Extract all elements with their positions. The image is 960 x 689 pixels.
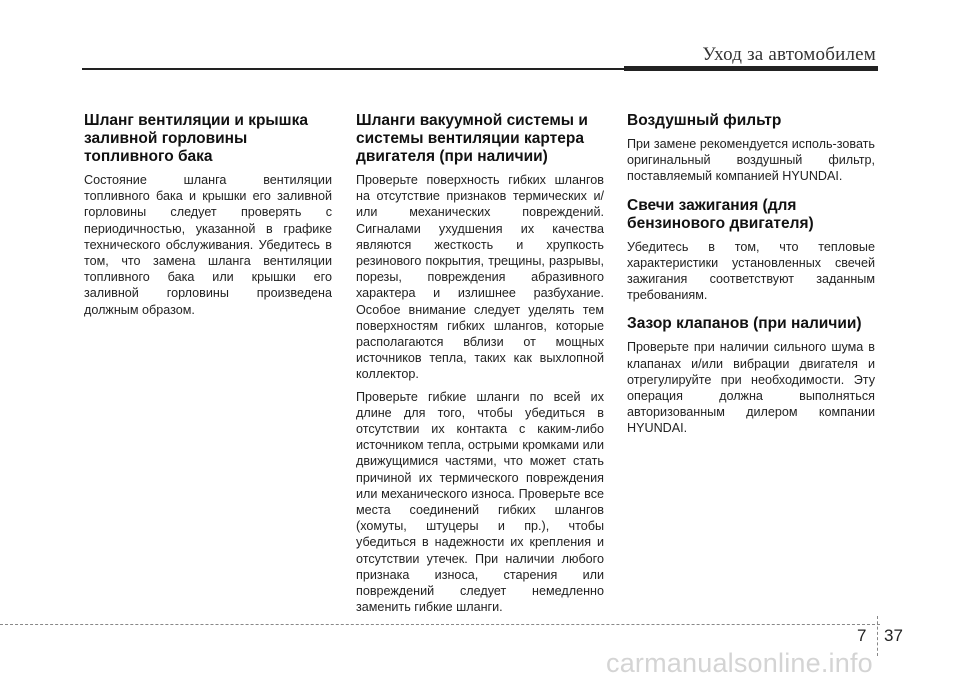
column-left [84, 112, 332, 324]
header-rule [82, 68, 624, 70]
section-body-fuel-vent-hose: Состояние шланга вентиляции топливного бака и крышки его заливной горловины следует проверять с периодичностью, указанной в графике технического обслуживания. Убедитесь в том, что замена шланга вентиляции топливного бака или крышки его заливной горловины произведена должным образом. [84, 173, 332, 317]
footer-tick [877, 616, 879, 656]
column-middle [356, 112, 604, 621]
section-title-spark-plugs: Свечи зажигания (для бензинового двигателя) [627, 196, 814, 232]
header-title: Уход за автомобилем [702, 44, 876, 65]
header-bar [624, 66, 878, 71]
section-body-air-filter: При замене рекомендуется исполь-зовать оригинальный воздушный фильтр, поставляемый компанией HYUNDAI. [627, 137, 875, 184]
section-body-valve-clearance: Проверьте при наличии сильного шума в клапанах и/или вибрации двигателя и отрегулируйте при необходимости. Эту операция должна выполняться авторизованным дилером компании HYUNDAI. [627, 340, 875, 436]
section-body-vacuum-hoses-2: Проверьте гибкие шланги по всей их длине для того, чтобы убедиться в отсутствии их контакта с каким-либо источником тепла, острыми кромками или движущимися частями, что может стать причиной их термического повреждения или механического износа. Проверьте все места соединений гибких шлангов (хомуты, штуцеры и пр.), чтобы убедиться в надежности их крепления и отсутствии утечек. При наличии любого признака износа, старения или повреждений следует немедленно заменить гибкие шланги. [356, 389, 604, 615]
section-title-fuel-vent-hose: Шланг вентиляции и крышка заливной горловины топливного бака [84, 112, 308, 165]
page-number: 37 [884, 626, 903, 645]
column-right [627, 112, 875, 443]
section-body-vacuum-hoses-1: Проверьте поверхность гибких шлангов на отсутствие признаков термических и/или механических повреждений. Сигналами ухудшения их качества являются жесткость и хрупкость резинового покрытия, трещины, разрывы, порезы, повреждения абразивного характера и излишнее разбухание. Особое внимание следует уделять тем поверхностям гибких шлангов, которые располагаются вблизи от мощных источников тепла, таких как выхлопной коллектор. [356, 173, 604, 382]
section-title-air-filter: Воздушный фильтр [627, 112, 782, 129]
section-body-spark-plugs: Убедитесь в том, что тепловые характеристики установленных свечей зажигания соответствуют заданным требованиям. [627, 239, 875, 303]
section-title-valve-clearance: Зазор клапанов (при наличии) [627, 315, 862, 333]
section-title-vacuum-hoses: Шланги вакуумной системы и системы вентиляции картера двигателя (при наличии) [356, 112, 588, 165]
footer-rule [0, 624, 880, 625]
page-chapter: 7 [857, 626, 867, 645]
watermark: carmanualsonline.info [606, 648, 873, 678]
